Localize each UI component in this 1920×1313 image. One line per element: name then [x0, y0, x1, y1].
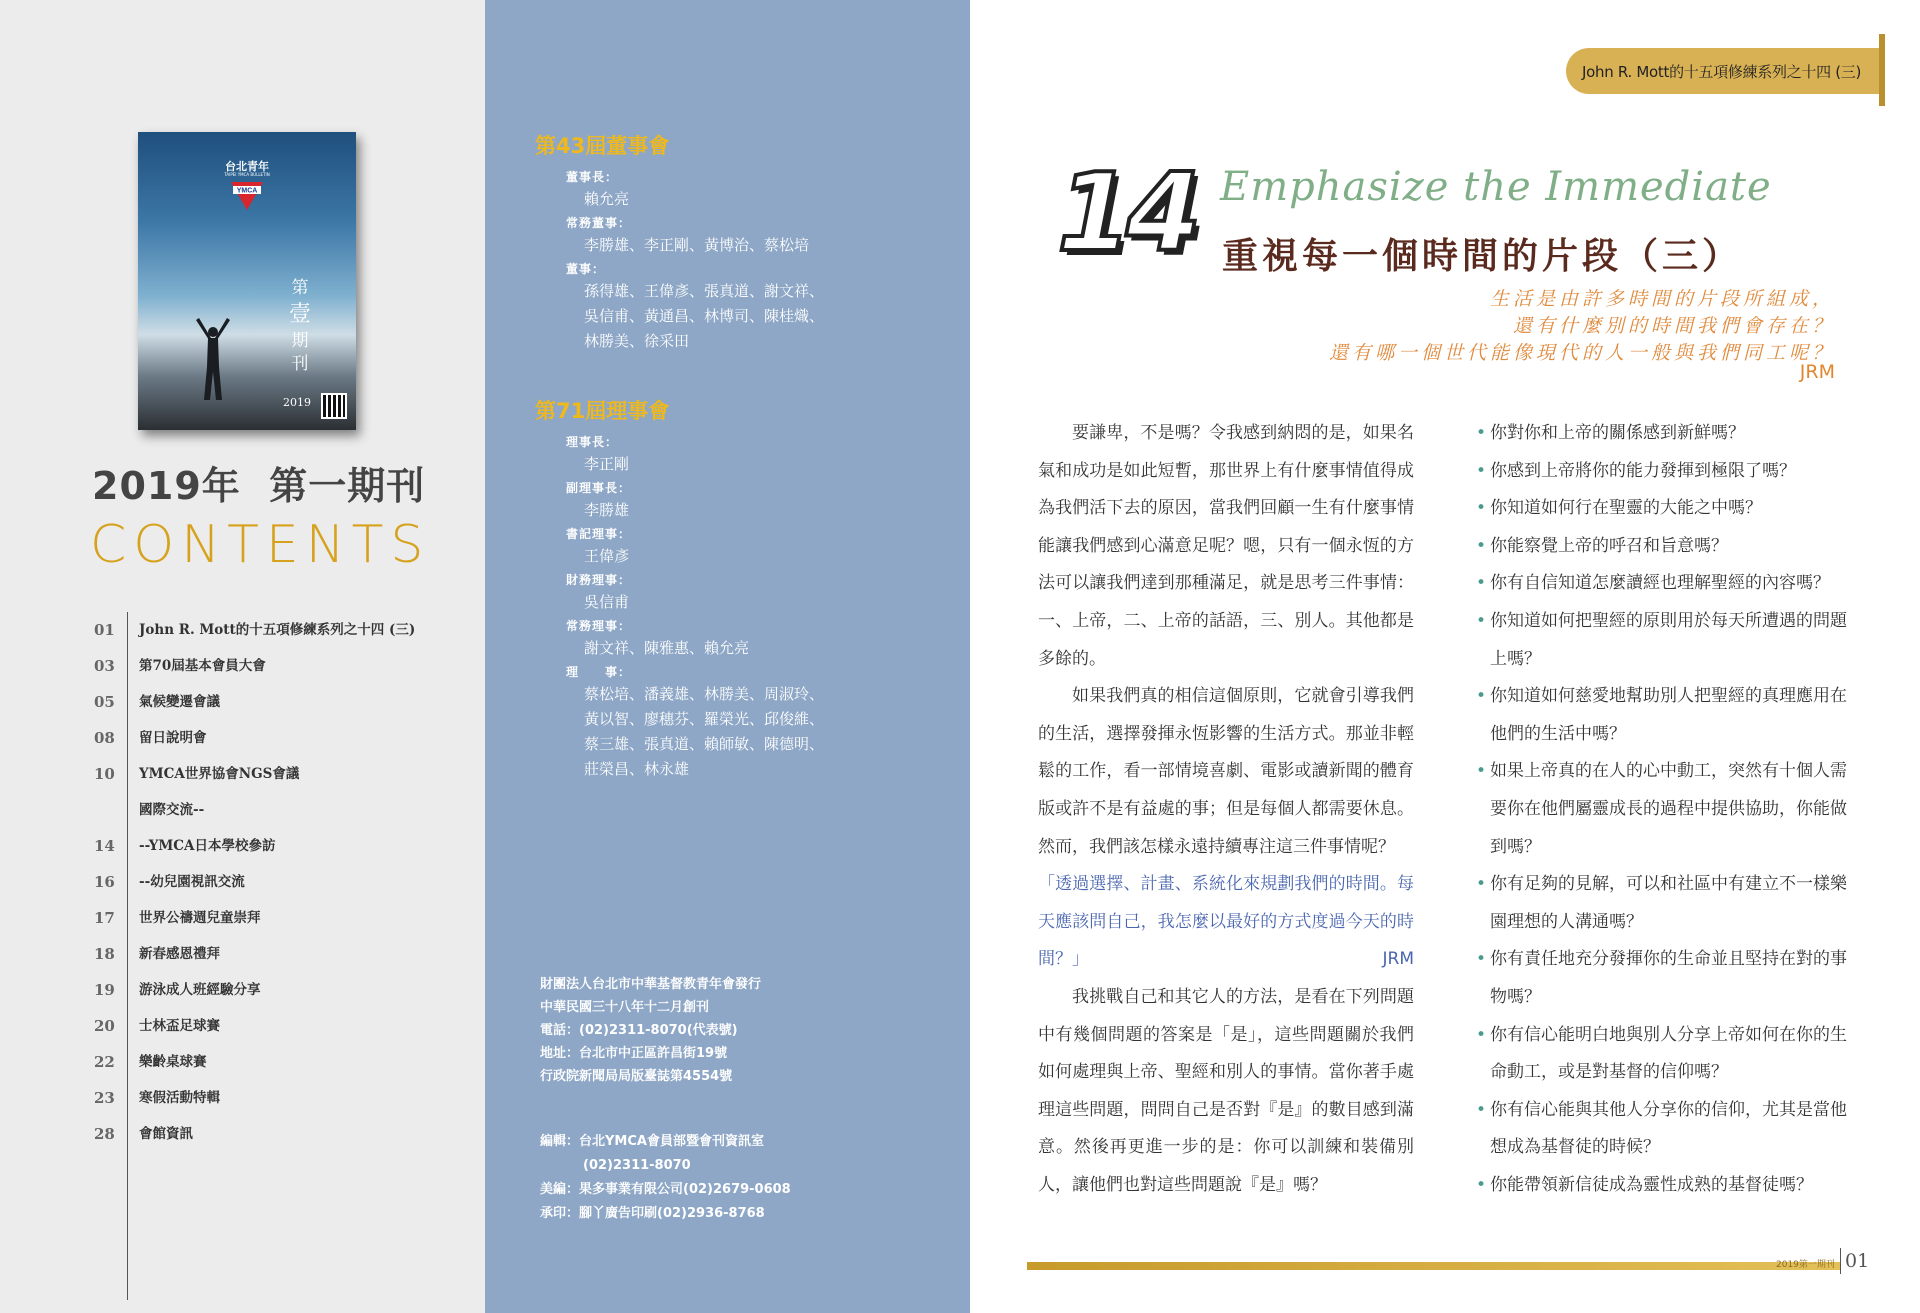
- board-role: 董事：: [566, 262, 606, 276]
- toc-page-number: 22: [94, 1053, 115, 1071]
- ymca-logo-icon: [227, 180, 267, 212]
- series-header-tab: [1566, 48, 1882, 94]
- question-item: • 你知道如何慈愛地幫助別人把聖經的真理應用在他們的生活中嗎？: [1476, 678, 1854, 753]
- toc-page-number: 03: [94, 657, 115, 675]
- board-43: [535, 130, 824, 356]
- footer-rule: [1027, 1262, 1840, 1270]
- board-role: 理事長：: [566, 435, 619, 449]
- article-title-en: Emphasize the Immediate: [1220, 164, 1772, 210]
- cover-title: 台北青年: [225, 160, 269, 173]
- cover-char: 期: [291, 330, 309, 351]
- toc-row[interactable]: [94, 1116, 434, 1152]
- publisher-line: 財團法人台北市中華基督教青年會發行: [540, 977, 762, 992]
- toc-row[interactable]: [94, 1044, 434, 1080]
- footer-issue: 2019第一期刊: [1776, 1260, 1835, 1270]
- member-line: 林勝美、徐采田: [584, 332, 690, 350]
- cover-image: [138, 132, 356, 430]
- contents-heading: CONTENTS: [90, 515, 431, 575]
- editor-phone: (02)2311-8070: [583, 1158, 691, 1173]
- ymca-logo-text: YMCA: [236, 187, 258, 195]
- article-paragraph: 要謙卑，不是嗎？令我感到納悶的是，如果名氣和成功是如此短暫，那世界上有什麼事情值得成為我們活下去的原因，當我們回顧一生有什麼事情能讓我們感到心滿意足呢？嗯，只有一個永恆的方法可以讓我們達到那種滿足，就是思考三件事情：一、上帝，二、上帝的話語，三、別人。其他都是多餘的。: [1038, 423, 1414, 669]
- toc-page-number: 16: [94, 873, 115, 891]
- editor-info: [540, 1130, 791, 1226]
- cover-subtitle: TAIPEI YMCA BULLETIN: [224, 172, 270, 177]
- toc-page-number: 18: [94, 945, 115, 963]
- toc-row[interactable]: [94, 936, 434, 972]
- board-members: [584, 279, 824, 354]
- toc-page-number: 08: [94, 729, 115, 747]
- publisher-line: 地址：台北市中正區許昌街19號: [540, 1046, 728, 1061]
- board-members: [584, 452, 824, 477]
- series-header-label: John R. Mott的十五項修練系列之十四 (三): [1582, 63, 1862, 81]
- board-members: [584, 636, 824, 661]
- board-71-heading: 第71屆理事會: [535, 399, 670, 423]
- toc-title: 世界公禱週兒童崇拜: [139, 910, 261, 926]
- board-role: 理 事：: [566, 665, 632, 679]
- table-of-contents: [94, 612, 434, 1152]
- question-item: • 你有信心能與其他人分享你的信仰，尤其是當他想成為基督徒的時候？: [1476, 1092, 1854, 1167]
- article-column-left: [1038, 415, 1414, 1204]
- print-line: 承印：腳丫廣告印刷(02)2936-8768: [540, 1206, 765, 1221]
- member-line: 賴允亮: [584, 190, 630, 208]
- article-number: 14: [1057, 151, 1196, 276]
- member-line: 吳信甫、黃通昌、林博司、陳桂熾、: [584, 307, 825, 325]
- board-role: 董事長：: [566, 170, 619, 184]
- toc-title: --YMCA日本學校參訪: [139, 838, 276, 854]
- toc-page-number: [94, 792, 127, 828]
- board-role: 常務董事：: [566, 216, 632, 230]
- toc-title: 氣候變遷會議: [139, 694, 220, 710]
- question-item: • 如果上帝真的在人的心中動工，突然有十個人需要你在他們屬靈成長的過程中提供協助，你能做到嗎？: [1476, 753, 1854, 866]
- toc-title: --幼兒園視訊交流: [139, 874, 245, 890]
- question-item: • 你能察覺上帝的呼召和旨意嗎？: [1476, 528, 1854, 566]
- toc-row[interactable]: [94, 972, 434, 1008]
- board-43-heading: 第43屆董事會: [535, 134, 670, 158]
- toc-row[interactable]: [94, 792, 434, 828]
- toc-title: 士林盃足球賽: [139, 1018, 220, 1034]
- toc-row[interactable]: [94, 828, 434, 864]
- member-line: 謝文祥、陳雅惠、賴允亮: [584, 639, 750, 657]
- toc-page-number: 01: [94, 621, 115, 639]
- epigraph-signature: JRM: [1799, 361, 1835, 383]
- cover-issue-vertical: [288, 277, 312, 376]
- design-line: 美編：果多事業有限公司(02)2679-0608: [540, 1182, 791, 1197]
- member-line: 黃以智、廖穗芬、羅榮光、邱俊維、: [584, 710, 825, 728]
- question-item: • 你有自信知道怎麼讀經也理解聖經的內容嗎？: [1476, 565, 1854, 603]
- member-line: 李正剛: [584, 455, 630, 473]
- member-line: 孫得雄、王偉彥、張真道、謝文祥、: [584, 282, 825, 300]
- publisher-line: 中華民國三十八年十二月創刊: [540, 1000, 710, 1015]
- question-item: • 你有足夠的見解，可以和社區中有建立不一樣樂園理想的人溝通嗎？: [1476, 866, 1854, 941]
- board-members: [584, 590, 824, 615]
- toc-row[interactable]: [94, 900, 434, 936]
- question-item: • 你對你和上帝的關係感到新鮮嗎？: [1476, 415, 1854, 453]
- cover-char: 壹: [288, 301, 311, 327]
- toc-title: John R. Mott的十五項修練系列之十四 (三): [139, 622, 416, 638]
- toc-title: 寒假活動特輯: [139, 1090, 220, 1106]
- cover-year: 2019: [283, 396, 311, 409]
- page-number: 01: [1845, 1250, 1870, 1272]
- toc-title: 新春感恩禮拜: [139, 946, 220, 962]
- highlight-quote-signature: JRM: [1382, 949, 1414, 970]
- toc-row[interactable]: [94, 720, 434, 756]
- epigraph-line: 生活是由許多時間的片段所組成，: [1489, 288, 1835, 310]
- board-role: 常務理事：: [566, 619, 632, 633]
- member-line: 李勝雄、李正剛、黃博治、蔡松培: [584, 236, 810, 254]
- question-item: • 你能帶領新信徒成為靈性成熟的基督徒嗎？: [1476, 1167, 1854, 1205]
- toc-title: YMCA世界協會NGS會議: [139, 766, 300, 782]
- toc-row[interactable]: [94, 864, 434, 900]
- board-71: [535, 395, 824, 784]
- toc-row[interactable]: [94, 612, 434, 648]
- question-item: • 你知道如何把聖經的原則用於每天所遭遇的問題上嗎？: [1476, 603, 1854, 678]
- question-item: • 你有信心能明白地與別人分享上帝如何在你的生命動工，或是對基督的信仰嗎？: [1476, 1017, 1854, 1092]
- publisher-line: 電話：(02)2311-8070(代表號): [540, 1023, 738, 1038]
- article-title-zh: 重視每一個時間的片段（三）: [1222, 235, 1743, 277]
- toc-page-number: 20: [94, 1017, 115, 1035]
- footer-divider: [1840, 1248, 1841, 1274]
- qr-code-icon: [323, 395, 345, 417]
- question-list: [1476, 415, 1854, 1204]
- toc-title: 第70屆基本會員大會: [139, 658, 266, 674]
- board-role: 副理事長：: [566, 481, 632, 495]
- question-item: • 你知道如何行在聖靈的大能之中嗎？: [1476, 490, 1854, 528]
- header-bar: [1879, 34, 1885, 106]
- toc-page-number: 17: [94, 909, 115, 927]
- toc-row[interactable]: [94, 1080, 434, 1116]
- toc-title: 游泳成人班經驗分享: [139, 982, 261, 998]
- cover-char: 刊: [291, 353, 309, 374]
- toc-title: 國際交流--: [139, 802, 205, 818]
- toc-title: 會館資訊: [139, 1126, 193, 1142]
- board-members: [584, 682, 824, 782]
- article-paragraph: 如果我們真的相信這個原則，它就會引導我們的生活，選擇發揮永恆影響的生活方式。那並非輕鬆的工作，看一部情境喜劇、電影或讀新聞的體育版或許不是有益處的事；但是每個人都需要休息。然而，我們該怎樣永遠持續專注這三件事情呢？: [1038, 686, 1414, 857]
- toc-row[interactable]: [94, 1008, 434, 1044]
- editor-line: 編輯：台北YMCA會員部暨會刊資訊室: [540, 1134, 764, 1149]
- issue-title: 2019年 第一期刊: [92, 464, 426, 508]
- board-members: [584, 233, 824, 258]
- toc-page-number: 05: [94, 693, 115, 711]
- member-line: 吳信甫: [584, 593, 630, 611]
- toc-row[interactable]: [94, 648, 434, 684]
- question-item: • 你感到上帝將你的能力發揮到極限了嗎？: [1476, 453, 1854, 491]
- member-line: 莊榮昌、林永雄: [584, 760, 690, 778]
- epigraph-line: 還有什麼別的時間我們會存在？: [1512, 315, 1835, 337]
- board-members: [584, 187, 824, 212]
- board-role: 財務理事：: [566, 573, 632, 587]
- member-line: 蔡松培、潘義雄、林勝美、周淑玲、: [584, 685, 825, 703]
- member-line: 李勝雄: [584, 501, 630, 519]
- person-silhouette-icon: [188, 312, 238, 402]
- toc-page-number: 14: [94, 837, 115, 855]
- toc-page-number: 28: [94, 1125, 115, 1143]
- member-line: 王偉彥: [584, 547, 630, 565]
- toc-page-number: 23: [94, 1089, 115, 1107]
- member-line: 蔡三雄、張真道、賴師敏、陳德明、: [584, 735, 825, 753]
- board-members: [584, 498, 824, 523]
- article-paragraph: 我挑戰自己和其它人的方法，是看在下列問題中有幾個問題的答案是「是」，這些問題關於我們如何處理與上帝、聖經和別人的事情。當你著手處理這些問題，問問自己是否對『是』的數目感到滿意。然後再更進一步的是：你可以訓練和裝備別人，讓他們也對這些問題說『是』嗎？: [1038, 986, 1414, 1195]
- board-role: 書記理事：: [566, 527, 632, 541]
- highlight-quote: [1038, 866, 1414, 979]
- publisher-info: [540, 973, 761, 1088]
- toc-page-number: 10: [94, 765, 115, 783]
- cover-char: 第: [291, 278, 309, 298]
- board-members: [584, 544, 824, 569]
- epigraph-line: 還有哪一個世代能像現代的人一般與我們同工呢？: [1328, 342, 1835, 364]
- epigraph: [1329, 286, 1835, 367]
- question-item: • 你有責任地充分發揮你的生命並且堅持在對的事物嗎？: [1476, 941, 1854, 1016]
- toc-title: 樂齡桌球賽: [139, 1054, 207, 1070]
- toc-row[interactable]: [94, 756, 434, 792]
- toc-row[interactable]: [94, 684, 434, 720]
- publisher-line: 行政院新聞局局版臺誌第4554號: [540, 1069, 733, 1084]
- toc-title: 留日說明會: [139, 730, 207, 746]
- highlight-quote-text: 「透過選擇、計畫、系統化來規劃我們的時間。每天應該問自己，我怎麼以最好的方式度過今天的時間？」: [1038, 874, 1414, 970]
- toc-page-number: 19: [94, 981, 115, 999]
